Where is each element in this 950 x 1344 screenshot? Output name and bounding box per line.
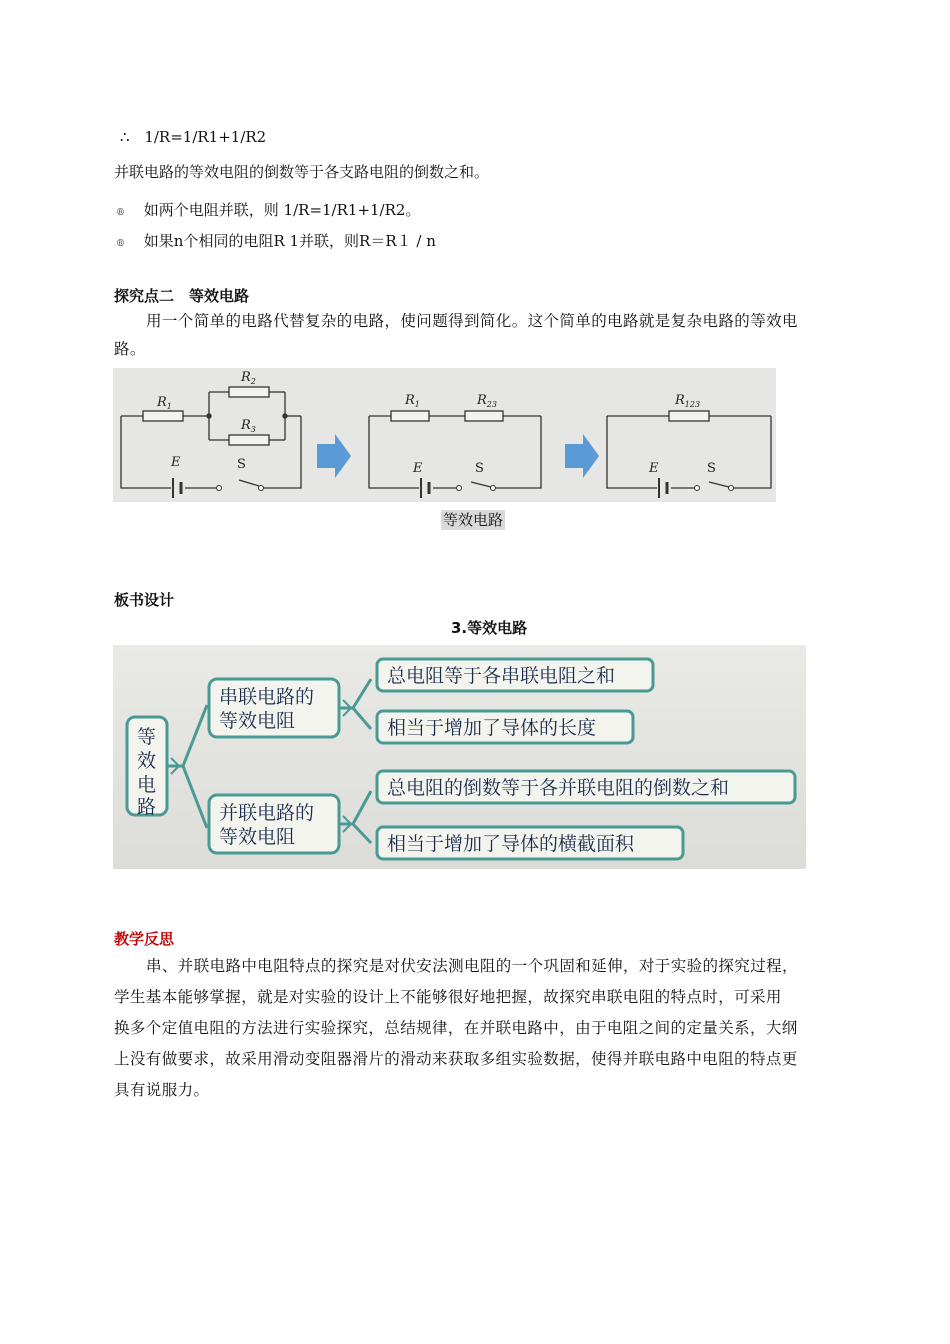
series-leaf: 相当于增加了导体的长度 xyxy=(387,717,597,739)
label-r1: $R_1$ xyxy=(157,395,172,411)
bullet-item xyxy=(116,230,436,255)
root-char: 效 xyxy=(137,750,157,772)
board-title: 3.等效电路 xyxy=(451,619,528,637)
parallel-rule-text: 并联电路的等效电阻的倒数等于各支路电阻的倒数之和。 xyxy=(114,163,490,181)
figure-caption: 等效电路 xyxy=(443,511,504,529)
formula-text: 1/R=1/R1+1/R2 xyxy=(144,128,267,146)
parallel-leaf: 相当于增加了导体的横截面积 xyxy=(387,833,635,855)
label-e: E xyxy=(171,455,181,470)
reflection-line: 串、并联电路中电阻特点的探究是对伏安法测电阻的一个巩固和延伸，对于实验的探究过程， xyxy=(146,957,798,975)
reflection-line: 学生基本能够掌握，就是对实验的设计上不能够很好地把握，故探究串联电阻的特点时，可采用 xyxy=(114,988,782,1006)
series-leaf: 总电阻等于各串联电阻之和 xyxy=(387,665,616,687)
label-e-c2: E xyxy=(413,461,423,476)
circuit-diagram xyxy=(113,368,776,502)
parallel-branch-line: 并联电路的 xyxy=(219,802,315,824)
label-s: S xyxy=(237,457,246,472)
label-r1-c2: $R_1$ xyxy=(405,393,420,409)
bullet-item xyxy=(116,199,420,224)
root-char: 电 xyxy=(137,774,157,796)
board-heading: 板书设计 xyxy=(114,591,175,609)
label-r2: $R_2$ xyxy=(241,370,256,386)
section-body-line: 用一个简单的电路代替复杂的电路，使问题得到简化。这个简单的电路就是复杂电路的等效电 xyxy=(146,312,798,330)
label-r123: $R_{123}$ xyxy=(675,393,701,409)
right-arrow-icon xyxy=(565,434,599,478)
section-body-line: 路。 xyxy=(114,340,146,358)
concept-map xyxy=(113,645,806,869)
bullet-mark: ® xyxy=(116,239,125,249)
bullet-text: 如两个电阻并联，则 1/R=1/R1+1/R2。 xyxy=(143,201,421,219)
right-arrow-icon xyxy=(317,434,351,478)
bullet-mark: ® xyxy=(116,208,125,218)
series-branch-line: 等效电阻 xyxy=(219,710,296,732)
reflection-heading: 教学反思 xyxy=(114,930,175,948)
section-heading: 探究点二 等效电路 xyxy=(114,287,250,305)
label-s-c3: S xyxy=(707,461,716,476)
label-r23: $R_{23}$ xyxy=(477,393,497,409)
root-char: 路 xyxy=(137,796,157,818)
board-diagram xyxy=(113,645,806,869)
reflection-line: 上没有做要求，故采用滑动变阻器滑片的滑动来获取多组实验数据，使得并联电路中电阻的特点更 xyxy=(114,1050,798,1068)
label-e-c3: E xyxy=(649,461,659,476)
label-s-c2: S xyxy=(475,461,484,476)
label-r3: $R_3$ xyxy=(241,418,256,434)
parallel-leaf: 总电阻的倒数等于各并联电阻的倒数之和 xyxy=(387,777,730,799)
formula-line xyxy=(120,126,266,148)
reflection-line: 换多个定值电阻的方法进行实验探究，总结规律，在并联电路中，由于电阻之间的定量关系，大纲 xyxy=(114,1019,798,1037)
equivalent-circuit-figure xyxy=(113,368,776,502)
therefore-symbol: ∴ xyxy=(120,128,130,146)
series-branch-line: 串联电路的 xyxy=(219,686,315,708)
reflection-line: 具有说服力。 xyxy=(114,1081,210,1099)
root-char: 等 xyxy=(137,726,157,748)
bullet-text: 如果n个相同的电阻R 1并联，则R＝R１ / n xyxy=(143,232,436,250)
parallel-branch-line: 等效电阻 xyxy=(219,826,296,848)
